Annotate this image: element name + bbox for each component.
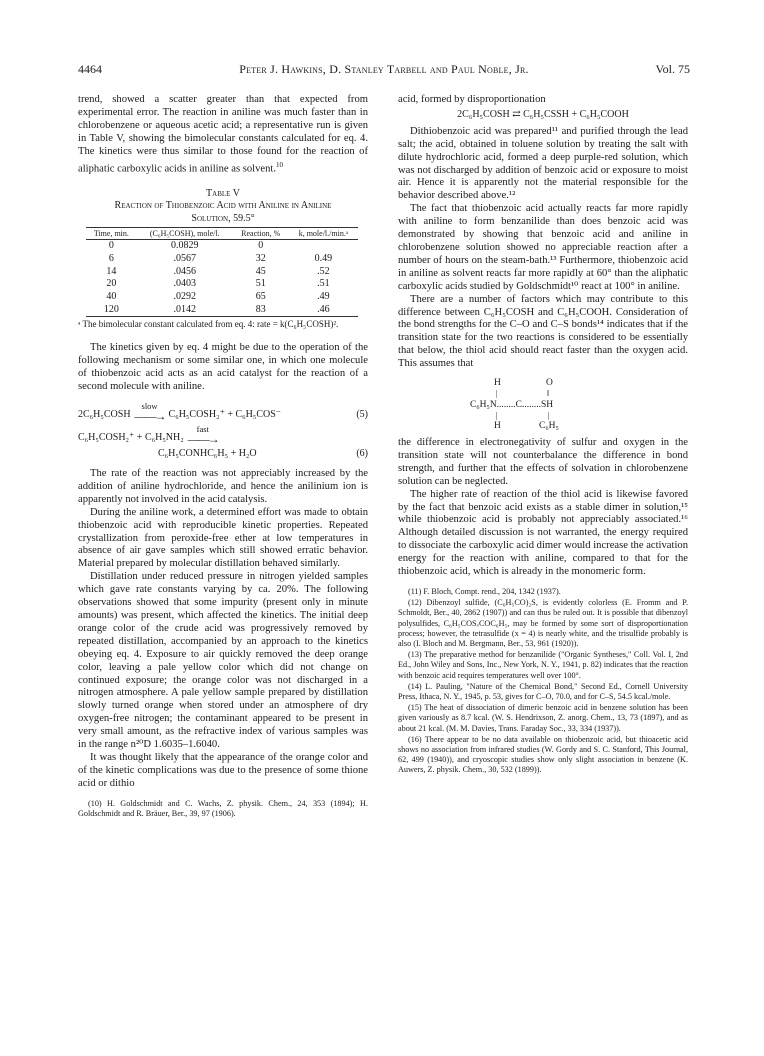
- footnote: (10) H. Goldschmidt and C. Wachs, Z. physik. Chem., 24, 353 (1894); H. Goldschmidt and R. Bräuer, Ber., 39, 97 (1906).: [78, 798, 368, 818]
- paragraph: During the aniline work, a determined effort was made to obtain thiobenzoic acid with reproducible kinetic properties. Repeated crystallization from peroxide-free ether at low temperatures in absence of air gave samples which still showed erratic behavior. Material prepared by molecular distillation behaved similarly.: [78, 506, 368, 570]
- table-cell: 0.0829: [170, 240, 199, 252]
- right-column: [398, 94, 688, 777]
- table-subtitle: Solution, 59.5°: [191, 212, 255, 224]
- atom-label: C₆H₅: [539, 421, 559, 432]
- paragraph: The higher rate of reaction of the thiol acid is likewise favored by the fact that benzoic acid exists as a stable dimer in solution,¹⁵ while thiobenzoic acid is probably not appreciably associated.¹⁶ Although detailed discussion is not warranted, the energy required to dissociate the carboxylic acid dimer would increase the activation energy for the reaction with aniline, compared to that for the thiobenzoic acid, which is already in the monomeric form.: [398, 488, 688, 578]
- table-cell: 120: [86, 304, 137, 317]
- paragraph: Distillation under reduced pressure in nitrogen yielded samples which gave rate constants varying by ca. 20%. The following observations showed that some impurity (present only in minute amounts) was present, which affected the kinetics. The initial deep orange color of the crude acid was progressively removed by repeated distillation, accompanied by an approach to the kinetics obeying eq. 4. Exposure to air quickly removed the deep orange color, leaving a pale yellow color which did not change on continued exposure; the orange color was not discharged in a nitrogen atmosphere. A pale yellow sample prepared by distillation slowly turned orange when stored under an atmosphere of dry oxygen-free nitrogen; the contaminant appeared to be present in very small amount, as the refractive index of various samples was in the range n²⁰D 1.6035–1.6040.: [78, 571, 368, 751]
- table-cell: .0292: [173, 291, 196, 302]
- equation-rhs: C₆H₅COSH₂⁺ + C₆H₅COS⁻: [168, 409, 282, 421]
- table-cell: .46: [289, 304, 358, 317]
- kinetics-table: [86, 227, 358, 317]
- table-row: [86, 304, 358, 317]
- footnote: (15) The heat of dissociation of dimeric benzoic acid in benzene solution has been given variously as 8.7 kcal. (W. S. Hendrixson, Z. anorg. Chem., 13, 73 (1897), and as about 21 kcal. (M. M. Davies, Trans. Faraday Soc., 33, 334 (1937)).: [398, 703, 688, 733]
- footnote-ref: 10: [275, 160, 283, 169]
- table-cell: 20: [106, 278, 117, 290]
- left-column: [78, 94, 368, 820]
- paragraph: There are a number of factors which may contribute to this difference between C₆H₅COSH and C₆H₅COOH. Consideration of the bond strengths for the C–O and C–S bonds¹⁴ indicates that if the transition state for the two reactions is considered to be essentially that below, the thiol acid should react faster than the oxygen acid. This assumes that: [398, 293, 688, 370]
- atom-label: H: [494, 378, 501, 389]
- paragraph-text: trend, showed a scatter greater than that expected from experimental error. The reaction in aniline was much faster than in chlorobenzene or aqueous acetic acid; a representative run is given in Table V, showing the bimolecular constants calculated for eq. 4. The kinetics were thus similar to those found for the reaction of aliphatic carboxylic acids in aniline as solvent.: [78, 94, 368, 175]
- footnotes: [78, 799, 368, 819]
- table-cell: 83: [233, 304, 289, 317]
- table-title: Reaction of Thiobenzoic Acid with Aniline in Aniline: [114, 200, 332, 212]
- table-cell: 6: [108, 252, 114, 264]
- paragraph: The rate of the reaction was not appreciably increased by the addition of aniline hydrochloride, and hence the anilinium ion is apparently not involved in the acid catalysis.: [78, 468, 368, 505]
- table-cell: 65: [255, 291, 266, 302]
- table-cell: 32: [255, 252, 266, 264]
- page-number: 4464: [78, 62, 102, 76]
- equation-lhs: C₆H₅COSH₂⁺ + C₆H₅NH₂: [78, 432, 184, 444]
- running-authors: Peter J. Hawkins, D. Stanley Tarbell and Paul Noble, Jr.: [239, 62, 529, 76]
- equation-rhs: C₆H₅CONHC₆H₅ + H₂O: [158, 448, 257, 460]
- footnote: (14) L. Pauling, "Nature of the Chemical Bond," Second Ed., Cornell University Press, Ithaca, N. Y., 1945, p. 53, gives for C–O, 70.0, and for C–S, 54.5 kcal./mole.: [398, 681, 688, 702]
- equation-5: [78, 401, 368, 424]
- paragraph: The fact that thiobenzoic acid actually reacts far more rapidly with aniline to form benzanilide than does benzoic acid was demonstrated by showing that benzoic acid and aniline in chlorobenzene solution showed no appreciable reaction after a number of hours on the steam-bath.¹³ Furthermore, thiobenzoic acid in aniline as solvent reacts far more rapidly at 60° than the aliphatic carboxylic acids studied by Goldschmidt¹⁰ react at 100° in aniline.: [398, 203, 688, 292]
- atom-label: H: [494, 421, 501, 432]
- table-cell: 0: [108, 240, 114, 252]
- arrow-label: fast: [196, 424, 209, 435]
- column-header: Reaction, %: [233, 228, 289, 240]
- table-row: [86, 266, 358, 279]
- equation-lhs: 2C₆H₅COSH: [78, 409, 131, 421]
- footnote: (12) Dibenzoyl sulfide, (C₆H₅CO)₂S, is evidently colorless (E. Fromm and P. Schmoldt, Ber., 40, 2862 (1907)) and can thus be ruled out. It is possible that dibenzoyl polysulfides, C₆H₅COSₓCOC₆H₅, may be formed by some sort of disproportionation process; however, the tetrasulfide (x = 4) is nearly white, and the trisulfide probably is also (I. Bloch and M. Bergmann, Ber., 53, 961 (1920)).: [398, 598, 688, 649]
- table-cell: .0403: [173, 278, 196, 290]
- reaction-arrow: fast ——→: [187, 424, 218, 447]
- table-row: [86, 291, 358, 304]
- atom-label: O: [546, 378, 553, 389]
- table-cell: .0567: [173, 252, 196, 264]
- transition-state-structure: H O | ‖ C₆H₅N........C........SH | | H C₆H₅: [470, 378, 559, 432]
- running-header: [78, 62, 690, 78]
- paragraph: acid, formed by disproportionation: [398, 94, 546, 105]
- paragraph: It was thought likely that the appearance of the orange color and of the kinetic complications was due to the presence of some thione acid or dithio: [78, 751, 368, 789]
- equation-number: (6): [356, 448, 368, 460]
- table-footnote: ᵃ The bimolecular constant calculated from eq. 4: rate = k(C₆H₅COSH)².: [78, 319, 339, 330]
- table-cell: 45: [255, 265, 266, 277]
- table-cell: 51: [255, 278, 266, 290]
- table-cell: [289, 240, 358, 253]
- footnote: (11) F. Bloch, Compt. rend., 204, 1342 (1937).: [408, 587, 561, 596]
- table-row: [86, 240, 358, 253]
- table-cell: .51: [317, 278, 330, 290]
- footnote: (16) There appear to be no data available on thiobenzoic acid, but thioacetic acid shows no association from infrared studies (W. Gordy and S. C. Stanford, This Journal, 62, 499 (1940)), and cryoscopic studies show only slight association in benzene (K. Auwers, Z. physik. Chem., 30, 532 (1899)).: [398, 734, 688, 775]
- table-cell: 40: [106, 291, 117, 302]
- equation-number: (5): [356, 409, 368, 421]
- table-label: Table V: [206, 187, 240, 199]
- table-cell: .0456: [173, 265, 196, 277]
- table-cell: .49: [317, 291, 330, 302]
- table-row: [86, 253, 358, 266]
- paragraph: Dithiobenzoic acid was prepared¹¹ and purified through the lead salt; the acid, obtained in toluene solution by treating the salt with dilute hydrochloric acid, formed a deep purple-red solution, which was not discharged by addition of benzoic acid or exposure to moist air. Hence it is apparently not the material responsible for the behavior described above.¹²: [398, 125, 688, 202]
- paragraph: [78, 94, 368, 176]
- footnote: (13) The preparative method for benzanilide ("Organic Syntheses," Coll. Vol. I, 2nd Ed., John Wiley and Sons, Inc., New York, N. Y., 1941, p. 82) indicates that the reaction with benzoic acid requires temperatures well over 100°.: [398, 650, 688, 680]
- table-cell: .0142: [137, 304, 233, 317]
- column-header: k, mole/l./min.ᵃ: [289, 228, 358, 240]
- table-cell: .52: [317, 265, 330, 277]
- volume-label: Vol. 75: [655, 62, 690, 76]
- paragraph: The kinetics given by eq. 4 might be due to the operation of the following mechanism or some similar one, in which one molecule of thiobenzoic acid acts as an acid catalyst for the reaction of a second molecule with aniline.: [78, 342, 368, 393]
- equation-6: [78, 425, 368, 460]
- table-cell: 14: [106, 265, 117, 277]
- table-cell: 0: [258, 240, 264, 252]
- disproportionation-equation: 2C₆H₅COSH ⇄ C₆H₅CSSH + C₆H₅COOH: [457, 108, 629, 120]
- table-cell: 0.49: [314, 252, 333, 264]
- table-row: [86, 278, 358, 291]
- reaction-arrow: slow ——→: [134, 401, 165, 424]
- column-header: (C₆H₅COSH), mole/l.: [137, 228, 233, 240]
- arrow-label: slow: [141, 401, 158, 412]
- paragraph: the difference in electronegativity of sulfur and oxygen in the transition state will not counterbalance the difference in bond strength, and further that the effects of solvation in chlorobenzene solution can be neglected.: [398, 437, 688, 487]
- footnotes: [398, 587, 688, 776]
- column-header: Time, min.: [86, 228, 137, 240]
- structure-main: C₆H₅N........C........SH: [470, 400, 554, 411]
